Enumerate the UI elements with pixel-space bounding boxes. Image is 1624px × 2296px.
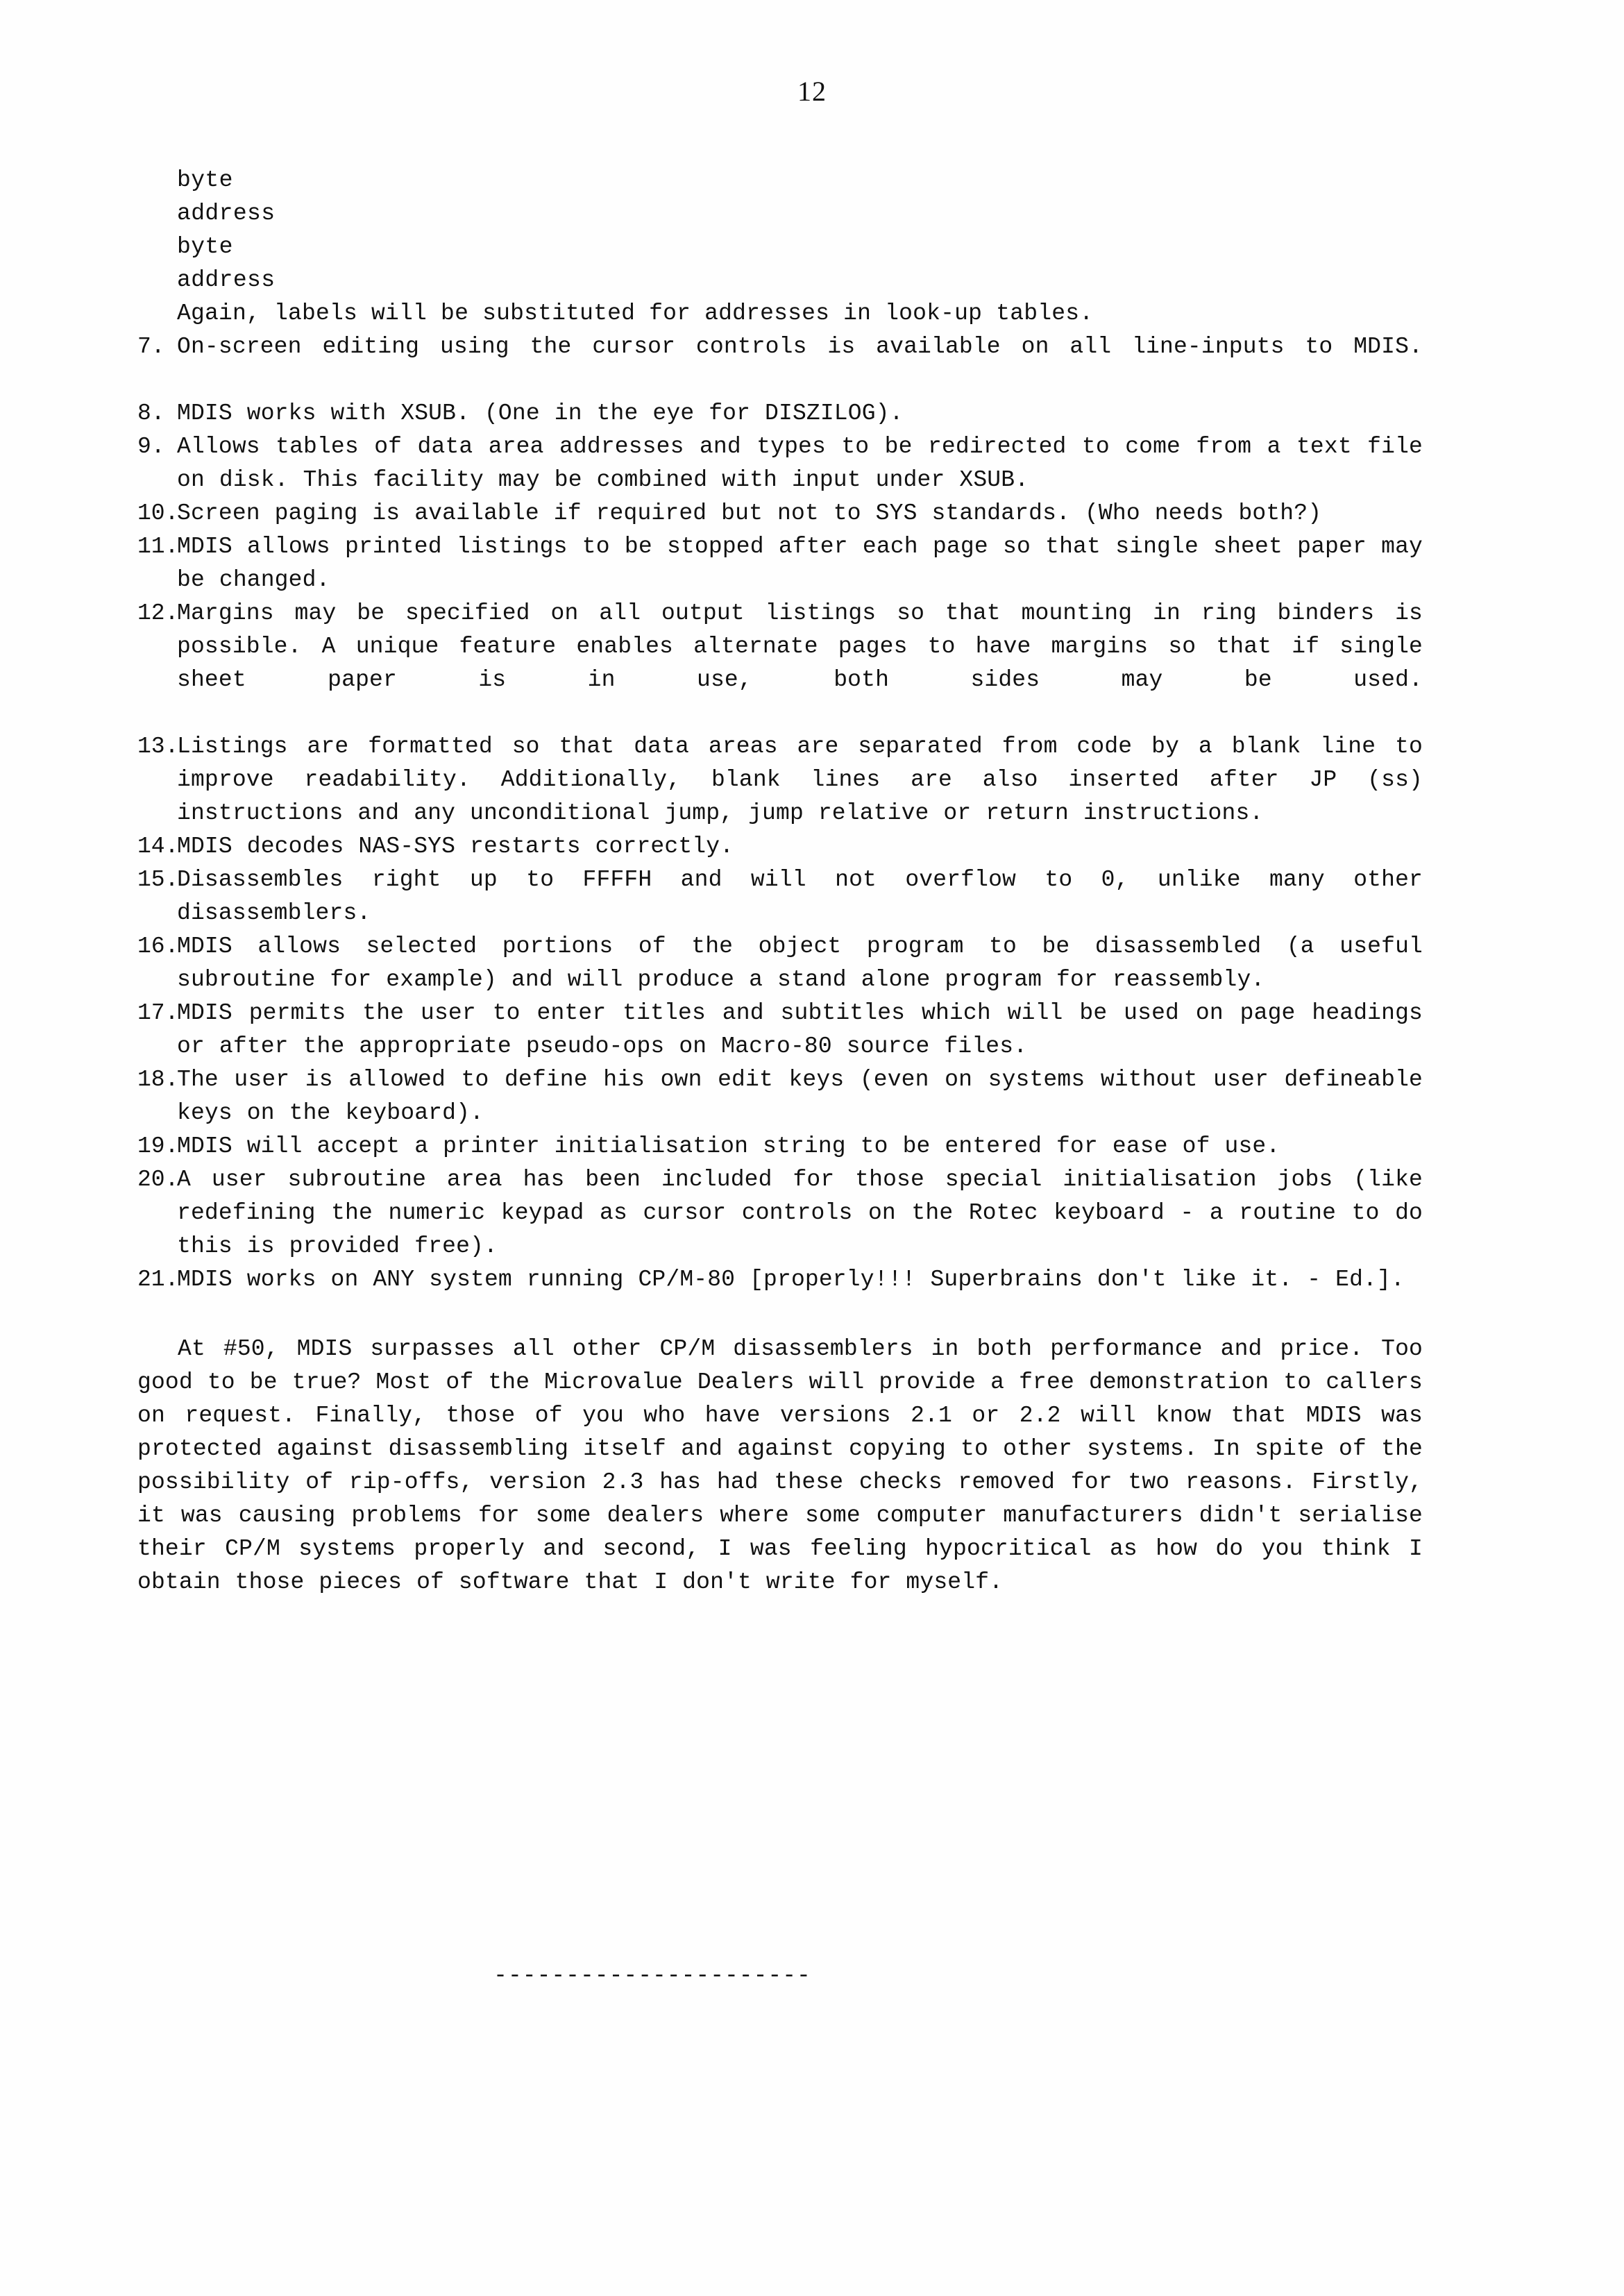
list-item — [137, 597, 1423, 730]
list-item-number: 11. — [137, 534, 179, 559]
list-item-number: 13. — [137, 734, 179, 759]
list-item-number: 15. — [137, 867, 179, 893]
list-item — [137, 430, 1423, 497]
list-item-text: MDIS allows selected portions of the object program to be disassembled (a useful subroutine for example) and will produce a stand alone program for reassembly. — [177, 934, 1423, 993]
list-item — [137, 497, 1423, 530]
list-item — [137, 330, 1423, 397]
preformatted-line: byte — [177, 234, 233, 260]
list-item-number: 20. — [137, 1167, 179, 1192]
list-item — [137, 830, 1423, 863]
list-item-text: Disassembles right up to FFFFH and will not overflow to 0, unlike many other disassemblers. — [177, 867, 1423, 926]
list-item — [137, 1063, 1423, 1130]
list-item — [137, 530, 1423, 597]
list-item-text: MDIS works on ANY system running CP/M-80 [properly!!! Superbrains don't like it. - Ed.]. — [177, 1267, 1405, 1292]
closing-paragraph: At #50, MDIS surpasses all other CP/M disassemblers in both performance and price. Too good to be true? Most of the Microvalue Dealers will provide a free demonstration to callers on request. Finally, those of you who have versions 2.1 or 2.2 will know that MDIS was protected against disassembling itself and against copying to other systems. In spite of the possibility of rip-offs, version 2.3 has had these checks removed for two reasons. Firstly, it was causing problems for some dealers where some computer manufacturers didn't serialise their CP/M systems properly and second, I was feeling hypocritical as how do you think I obtain those pieces of software that I don't write for myself. — [137, 1336, 1423, 1595]
list-item-number: 10. — [137, 500, 179, 526]
list-item-number: 14. — [137, 834, 179, 859]
list-item-number: 7. — [137, 334, 165, 360]
page-body — [137, 164, 1423, 1622]
list-item-text: MDIS decodes NAS-SYS restarts correctly. — [177, 834, 734, 859]
list-item-text: MDIS works with XSUB. (One in the eye for DISZILOG). — [177, 400, 904, 426]
list-item — [137, 1163, 1423, 1263]
preformatted-line: address — [177, 267, 276, 293]
list-item-number: 16. — [137, 934, 179, 959]
list-item-number: 8. — [137, 400, 165, 426]
list-item-text: The user is allowed to define his own edit keys (even on systems without user defineable keys on the keyboard). — [177, 1067, 1423, 1126]
list-item-text: On-screen editing using the cursor controls is available on all line-inputs to MDIS. — [177, 334, 1423, 360]
list-item-text: MDIS will accept a printer initialisation string to be entered for ease of use. — [177, 1133, 1280, 1159]
preformatted-block — [177, 164, 1423, 297]
list-item-number: 19. — [137, 1133, 179, 1159]
list-item-text: Allows tables of data area addresses and types to be redirected to come from a text file on disk. This facility may be combined with input under XSUB. — [177, 434, 1423, 493]
list-item-text: Listings are formatted so that data areas are separated from code by a blank line to improve readability. Additionally, blank lines are also inserted after JP (ss) instructions and any unconditional jump, jump relative or return instructions. — [177, 734, 1423, 826]
list-item-text: MDIS allows printed listings to be stopped after each page so that single sheet paper may be changed. — [177, 534, 1423, 593]
list-item-text: MDIS permits the user to enter titles and subtitles which will be used on page headings or after the appropriate pseudo-ops on Macro-80 source files. — [177, 1000, 1423, 1059]
list-item-text: A user subroutine area has been included for those special initialisation jobs (like redefining the numeric keypad as cursor controls on the Rotec keyboard - a routine to do this is provided free). — [177, 1167, 1423, 1259]
list-item — [137, 930, 1423, 997]
list-item-text: Screen paging is available if required but not to SYS standards. (Who needs both?) — [177, 500, 1322, 526]
list-item — [137, 997, 1423, 1063]
preformatted-line: address — [177, 201, 276, 226]
section-divider: ---------------------- — [493, 1963, 811, 1989]
list-item — [137, 730, 1423, 830]
page-number: 12 — [797, 76, 827, 107]
list-item-number: 9. — [137, 434, 165, 459]
list-item-number: 21. — [137, 1267, 179, 1292]
run-in-sentence: Again, labels will be substituted for addresses in look-up tables. — [177, 301, 1094, 326]
list-item — [137, 863, 1423, 930]
list-item — [137, 1263, 1423, 1297]
list-item-number: 12. — [137, 600, 179, 626]
list-item-text: Margins may be specified on all output listings so that mounting in ring binders is possible. A unique feature enables alternate pages to have margins so that if single sheet paper is in use, both sides may be used. — [177, 600, 1423, 693]
preformatted-line: byte — [177, 167, 233, 193]
list-item — [137, 397, 1423, 430]
list-item-number: 17. — [137, 1000, 179, 1026]
list-item-number: 18. — [137, 1067, 179, 1092]
list-item — [137, 1130, 1423, 1163]
feature-list — [137, 330, 1423, 1297]
section-divider-wrap — [0, 1963, 1624, 1989]
